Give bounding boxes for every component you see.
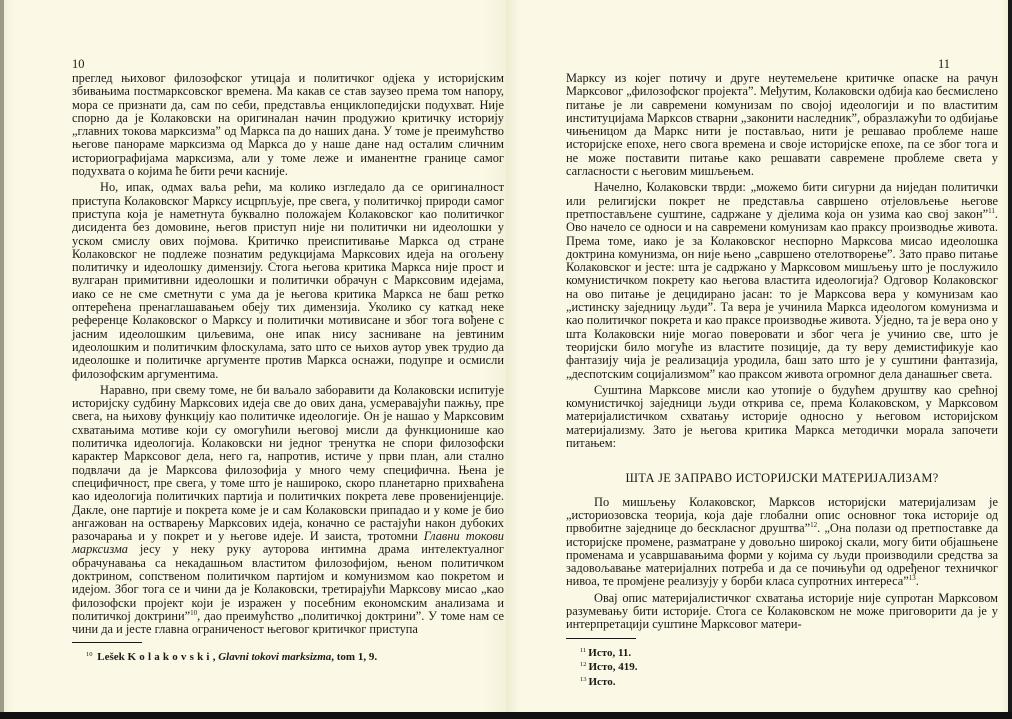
paragraph-text: По мишљењу Колаковског, Марксов историјски материјализам је „историозовска теорија, која даје глобални опис основног тока историје од првобитне заједнице до бескласног друштва” (566, 494, 998, 536)
footnote-rule (566, 638, 636, 639)
paragraph-text: . (915, 574, 919, 589)
paragraph: Суштина Марксове мисли као утопије о будућем друштву као срећној комунистичкој заједници људи открива се, према Колаковском, у Марксовом материјалистичком схватању историје односно у његовом историјском материјализму. Зато је његова критика Маркса методички морала започети питањем: (566, 382, 998, 451)
footnote-text: Исто, 11. (588, 646, 632, 659)
paragraph: Но, ипак, одмах ваља рећи, ма колико изгледало да се оригиналност приступа Колаковског Марксу исцрпљује, пре свега, у политичкој природи самог приступа која је наметнута буквално положајем Колаковског као политичког дисидента без домовине, његов приступ није ни политички ни идеолошки у уском смислу ових појмова. Критичко преиспитивање Маркса од стране Колаковског не подлеже познатим редукцијама Марксових идеја на огољену политичку и идеолошку димензију. Стога његова критика Маркса није прост и вулгаран примитивни идеолошки и политички обрачун с Марксовим идејама, иако се не сме сметнути с ума да је његова критика Маркса не баш ретко оптерећена пренаглашавањем обеју тих димензија. Уколико су каткад неке референце Колаковског о Марксу и политички мотивисане и због тога вођене с јасним идеолошким циљевима, оне ипак нису засниване на јевтиним идеолошким и политичким флоскулама, зато што се њихов аутор увек трудио да идеолошке и политичке аргументе против Маркса оснажи, подупре и осмисли филозофским аргументима. (72, 180, 504, 381)
footnote-ref[interactable]: 12 (810, 521, 818, 530)
footnote: $^{10}$ Lešek Kolakovski, Glavni tokovi marksizma, tom 1, 9. (86, 651, 378, 664)
footnote-number: 11 (580, 646, 587, 654)
footnote-number: 13 (580, 675, 587, 683)
right-page (506, 0, 1008, 714)
paragraph-text: . Ово начело се односи и на савремени комунизам као праксу производње живота. Према томе, иако је за Колаковског неспорно Марксова мисао идеолошка доктрина комунизма, он није њено „савршено отелотворење”. Зато право питање Колаковског и јесте: шта је садржано у Марксовом мишљењу што је послужило комунистичком покрету као његова властита идеологија? Одговор Колаковског на ово питање је децидирано јасан: то је Марксова вера у комунизам као „истинску заједницу људи”. Та вера је учинила Маркса идеологом комунизма и као политичког покрета и као праксе производње живота. Уједно, та је вера оно у шта Колаковски није могао поверовати и због чега је учинио све, што је теоријски било могуће из властите позиције, да ту веру демистификује као фантазију чија је реализација уродила, баш зато што је у суштини фантазија, „деспотским социјализмом” као праксом живота огромног дела данашњег света. (566, 206, 998, 381)
paragraph: Марксу из којег потичу и друге неутемељене критичке опаске на рачун Марксовог „филозофског пројекта”. Међутим, Колаковски одбија као бесмислено питање је ли савремени комунизам по својој идеологији и по властитим институцијама Марксов стварни „законити наследник”, образлажући то одбијање чињеницом да Маркс нити је постављао, нити је решавао проблеме наше историјске епохе, него свога времена и своје историјске епохе, па се због тога и не може поставити питање како решавати савремене проблеме света у сагласности с његовим мишљењем. (566, 71, 998, 179)
paragraph (566, 181, 998, 380)
footnote-ref[interactable]: 11 (988, 206, 995, 215)
left-page (4, 0, 506, 714)
paragraph: преглед њиховог филозофског утицаја и политичког одјека у историјским збивањима постмарксовског времена. Ма какав се став заузео према том напору, мора се признати да, сам по себи, представља енциклопедијски подухват. Није спорно да је Колаковски на оригиналан начин продужио критичку историју „главних токова марксизма” од Маркса па до наших дана. У томе је преимућство његове панораме марксизма од Маркса до у наше дане над осталим сличним историографијама марксизма, али у томе леже и иманентне границе самог подухвата о којима ће бити речи касније. (72, 71, 504, 179)
paragraph: Овај опис материјалистичког схватања историје није супротан Марксовом разумевању бити историје. Стога се Колаковском не може приговорити да је у интерпретацији суштине Марксовог матери- (566, 590, 998, 632)
page-number: 10 (72, 57, 85, 71)
footnote-rest: , tom 1, 9. (331, 651, 378, 664)
footnote-text: Исто. (588, 675, 616, 688)
footnote-ref[interactable]: 13 (908, 574, 916, 583)
footnote (566, 659, 998, 674)
footnote-text: Исто, 419. (588, 661, 638, 674)
footnote (566, 645, 998, 660)
footnote-ref[interactable]: 10 (190, 608, 198, 617)
paragraph (566, 496, 998, 589)
paragraph-text: Наравно, при свему томе, не би ваљало заборавити да Колаковски испитује историјску судбину Марксових идеја све до ових дана, усмеравајући пажњу, пре свега, на њихову функцију као политичке идеологије. Он је нашао у Марксовим схватањима мотиве који су омогућили његовој мисли да функционише као политичка идеологија. Колаковски ни једног тренутка не спори филозофски карактер Марксовог дела, него га, напротив, истиче у први план, али стално подвлачи да је Марксова филозофија у много чему специфична. Њена је специфичност, пре свега, у томе што је нашироко, скоро планетарно прихваћена као идеологија политичких партија и политичких покрета леве провенијенције. Дакле, оне партије и покрета коме је и сам Колаковски припадао и у коме је био ангажован на остварењу Марксових идеја, коначно се растајући након дубоких разочарања и у покрет и у његове идеје. И заиста, тротомни (72, 382, 504, 544)
book-title-italic: Главни токови марксизма (72, 529, 504, 557)
paragraph-text: јесу у неку руку ауторова интимна драма интелектуалног обрачунавања са некадашњом властитом филозофијом, њеном политичком доктрином, сопственом политичком партијом и комунизмом као покретом и идејом. Због тога се и чини да је Колаковски, третирајући Марксову мисао „као филозофски пројект који је изражен у посебним економским анализама и политичкој доктрини” (72, 542, 504, 623)
right-edge (1008, 0, 1012, 719)
footnote (566, 674, 998, 689)
page-body (72, 72, 504, 664)
footnote-title: Glavni tokovi marksizma (218, 651, 332, 664)
footnote-rule (72, 642, 142, 643)
paragraph-text: . „Она полази од претпоставке да историјске промене, разматране у довољно широкој скали, могу бити објашњене променама и усавршавањима форми у којима су људи производили средства за задовољавање материјалних потреба и да се почињући од одређеног техничког нивоа, те промјене реализују у борби класа супротних интереса” (566, 521, 998, 589)
footnote-author-first: Lešek (97, 651, 125, 664)
page-number: 11 (938, 57, 951, 71)
footnote-author-last: Kolakovski (127, 651, 213, 664)
paragraph-text: Начелно, Колаковски тврди: „можемо бити сигурни да ниједан политички или религијски покрет не представља савршено отјеловљење његове претпостављене суштине, садржане у дјелима која он узима као свој закон” (566, 180, 998, 221)
section-heading: ШТА ЈЕ ЗАПРАВО ИСТОРИЈСКИ МАТЕРИЈАЛИЗАМ? (625, 471, 939, 486)
paragraph-text: , дао преимућство „политичкој доктрини”. У томе нам се чини да и јесте главна ограниченост његовог критичког приступа (72, 608, 504, 637)
bottom-edge (0, 712, 1012, 719)
paragraph (72, 384, 504, 637)
footnote-number: 12 (580, 661, 587, 669)
footnote-number: 10 (86, 651, 93, 659)
page-body (566, 72, 998, 688)
